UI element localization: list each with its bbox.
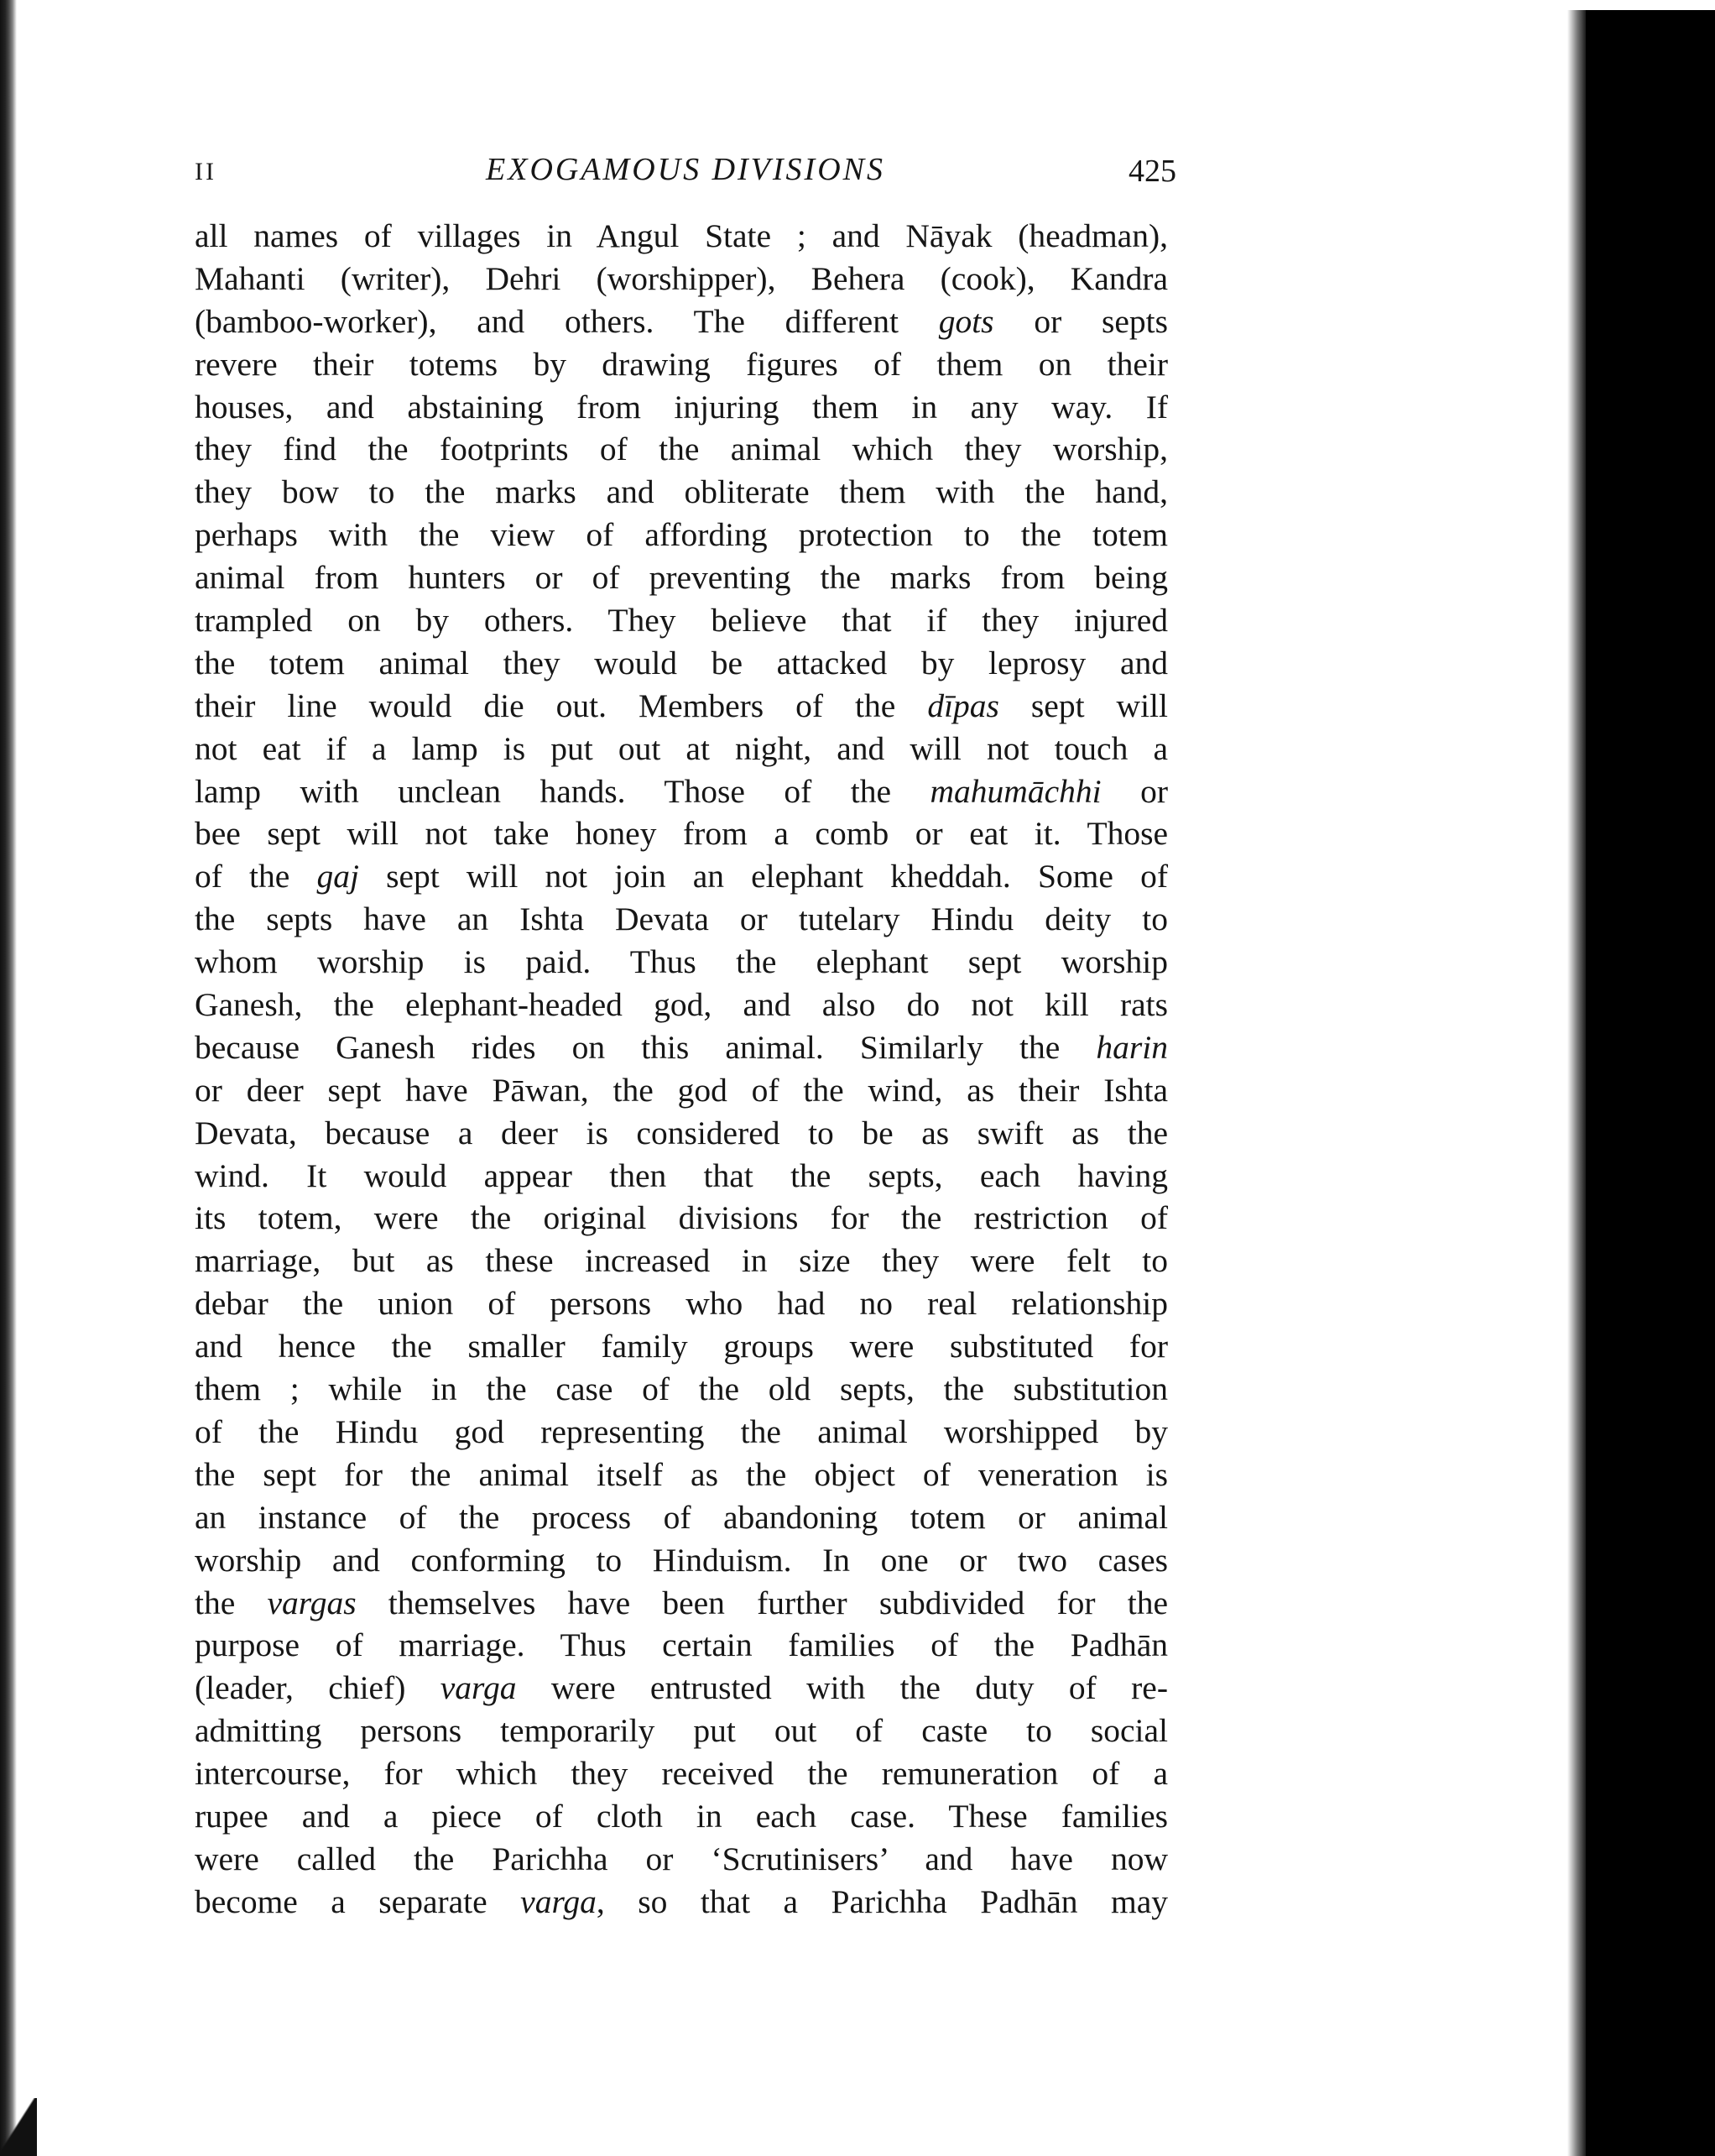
text-run: of the: [195, 858, 317, 895]
text-line: [195, 770, 1168, 813]
text-run: they bow to the marks and obliterate them with the hand,: [195, 473, 1168, 511]
text-run: them ; while in the case of the old septs, the substitution: [195, 1370, 1168, 1408]
text-line: [195, 1539, 1168, 1582]
text-line: [195, 728, 1168, 770]
text-line: [195, 386, 1168, 429]
text-line: [195, 1624, 1168, 1667]
text-line: [195, 1325, 1168, 1368]
text-line: [195, 1155, 1168, 1198]
text-line: [195, 1838, 1168, 1881]
text-line: [195, 215, 1168, 258]
text-run: were called the Parichha or ‘Scrutinisers’ and have now: [195, 1840, 1168, 1877]
text-run: rupee and a piece of cloth in each case. These families: [195, 1797, 1168, 1835]
text-run: animal from hunters or of preventing the marks from being: [195, 559, 1168, 597]
text-line: [195, 1454, 1168, 1496]
text-run: the: [195, 1584, 268, 1621]
text-line: [195, 258, 1168, 300]
running-head: [195, 151, 1176, 198]
text-run: Devata, because a deer is considered to be as swift as the: [195, 1114, 1168, 1151]
text-run: admitting persons temporarily put out of caste to social: [195, 1712, 1168, 1750]
italic-term: gots: [938, 302, 994, 340]
text-run: because Ganesh rides on this animal. Similarly the: [195, 1028, 1097, 1066]
text-line: [195, 1710, 1168, 1752]
text-line: [195, 1240, 1168, 1282]
text-run: become a separate: [195, 1882, 521, 1920]
text-run: Ganesh, the elephant-headed god, and also do not kill rats: [195, 986, 1168, 1024]
text-run: of the Hindu god representing the animal worshipped by: [195, 1412, 1168, 1450]
text-line: [195, 1752, 1168, 1795]
text-line: [195, 556, 1168, 599]
text-line: [195, 898, 1168, 941]
text-run: trampled on by others. They believe that if they injured: [195, 602, 1168, 639]
text-run: wind. It would appear then that the septs, each having: [195, 1156, 1168, 1194]
page-number: 425: [1129, 154, 1176, 189]
text-run: (bamboo-worker), and others. The different: [195, 302, 939, 340]
text-run: marriage, but as these increased in size they were felt to: [195, 1242, 1168, 1280]
italic-term: vargas: [267, 1584, 357, 1621]
text-run: perhaps with the view of affording protection to the totem: [195, 516, 1168, 554]
text-run: and hence the smaller family groups were substituted for: [195, 1328, 1168, 1365]
text-run: bee sept will not take honey from a comb or eat it. Those: [195, 815, 1168, 853]
text-run: debar the union of persons who had no real relationship: [195, 1285, 1168, 1323]
text-line: [195, 642, 1168, 685]
text-run: the septs have an Ishta Devata or tutelary Hindu deity to: [195, 901, 1168, 938]
text-line: [195, 941, 1168, 984]
text-run: an instance of the process of abandoning totem or animal: [195, 1498, 1168, 1536]
text-run: , so that a Parichha Padhān may: [596, 1882, 1168, 1920]
chapter-number: II: [195, 158, 216, 185]
text-line: [195, 1667, 1168, 1710]
text-run: purpose of marriage. Thus certain families of the Padhān: [195, 1626, 1168, 1664]
text-run: Mahanti (writer), Dehri (worshipper), Behera (cook), Kandra: [195, 259, 1168, 297]
text-run: worship and conforming to Hinduism. In one or two cases: [195, 1541, 1168, 1579]
text-run: houses, and abstaining from injuring them in any way. If: [195, 388, 1168, 425]
scan-binding-edge: [0, 0, 17, 2156]
text-line: [195, 1282, 1168, 1325]
text-run: intercourse, for which they received the remuneration of a: [195, 1755, 1168, 1793]
text-run: their line would die out. Members of the: [195, 686, 928, 724]
text-line: [195, 984, 1168, 1026]
text-run: all names of villages in Angul State ; and Nāyak (headman),: [195, 217, 1168, 254]
italic-term: varga: [520, 1882, 597, 1920]
text-line: [195, 428, 1168, 471]
scan-corner-shadow: [0, 2098, 37, 2156]
text-line: [195, 1881, 1168, 1924]
text-line: [195, 1368, 1168, 1411]
text-line: [195, 1582, 1168, 1625]
running-head-title: EXOGAMOUS DIVISIONS: [486, 152, 885, 187]
text-line: [195, 1112, 1168, 1155]
text-run: whom worship is paid. Thus the elephant sept worship: [195, 943, 1168, 981]
text-run: they find the footprints of the animal which they worship,: [195, 431, 1168, 468]
italic-term: mahumāchhi: [930, 772, 1102, 810]
text-line: [195, 1411, 1168, 1454]
text-run: or deer sept have Pāwan, the god of the wind, as their Ishta: [195, 1071, 1168, 1109]
italic-term: gaj: [316, 858, 359, 895]
italic-term: harin: [1096, 1028, 1168, 1066]
text-run: its totem, were the original divisions for the restriction of: [195, 1199, 1168, 1237]
text-line: [195, 514, 1168, 556]
text-line: [195, 599, 1168, 642]
text-run: not eat if a lamp is put out at night, and will not touch a: [195, 729, 1168, 767]
text-run: or septs: [993, 302, 1169, 340]
text-run: revere their totems by drawing figures of them on their: [195, 345, 1168, 383]
text-run: lamp with unclean hands. Those of the: [195, 772, 930, 810]
text-run: sept will not join an elephant kheddah. Some of: [358, 858, 1168, 895]
text-run: were entrusted with the duty of re-: [516, 1669, 1168, 1707]
text-line: [195, 1496, 1168, 1539]
scan-right-fringe: [1567, 10, 1587, 2156]
body-text: [195, 215, 1168, 1924]
text-line: [195, 1026, 1168, 1069]
text-line: [195, 685, 1168, 728]
text-run: sept will: [998, 686, 1168, 724]
text-run: the totem animal they would be attacked by leprosy and: [195, 644, 1168, 681]
text-line: [195, 1197, 1168, 1240]
text-run: the sept for the animal itself as the object of veneration is: [195, 1455, 1168, 1493]
text-run: or: [1101, 772, 1168, 810]
text-line: [195, 300, 1168, 343]
text-line: [195, 1069, 1168, 1112]
italic-term: varga: [440, 1669, 517, 1707]
text-run: themselves have been further subdivided for the: [356, 1584, 1168, 1621]
text-line: [195, 471, 1168, 514]
text-line: [195, 855, 1168, 898]
text-run: (leader, chief): [195, 1669, 440, 1707]
text-line: [195, 1795, 1168, 1838]
text-line: [195, 812, 1168, 855]
text-line: [195, 343, 1168, 386]
scan-background-dark: [1586, 10, 1715, 2156]
italic-term: dīpas: [927, 686, 999, 724]
